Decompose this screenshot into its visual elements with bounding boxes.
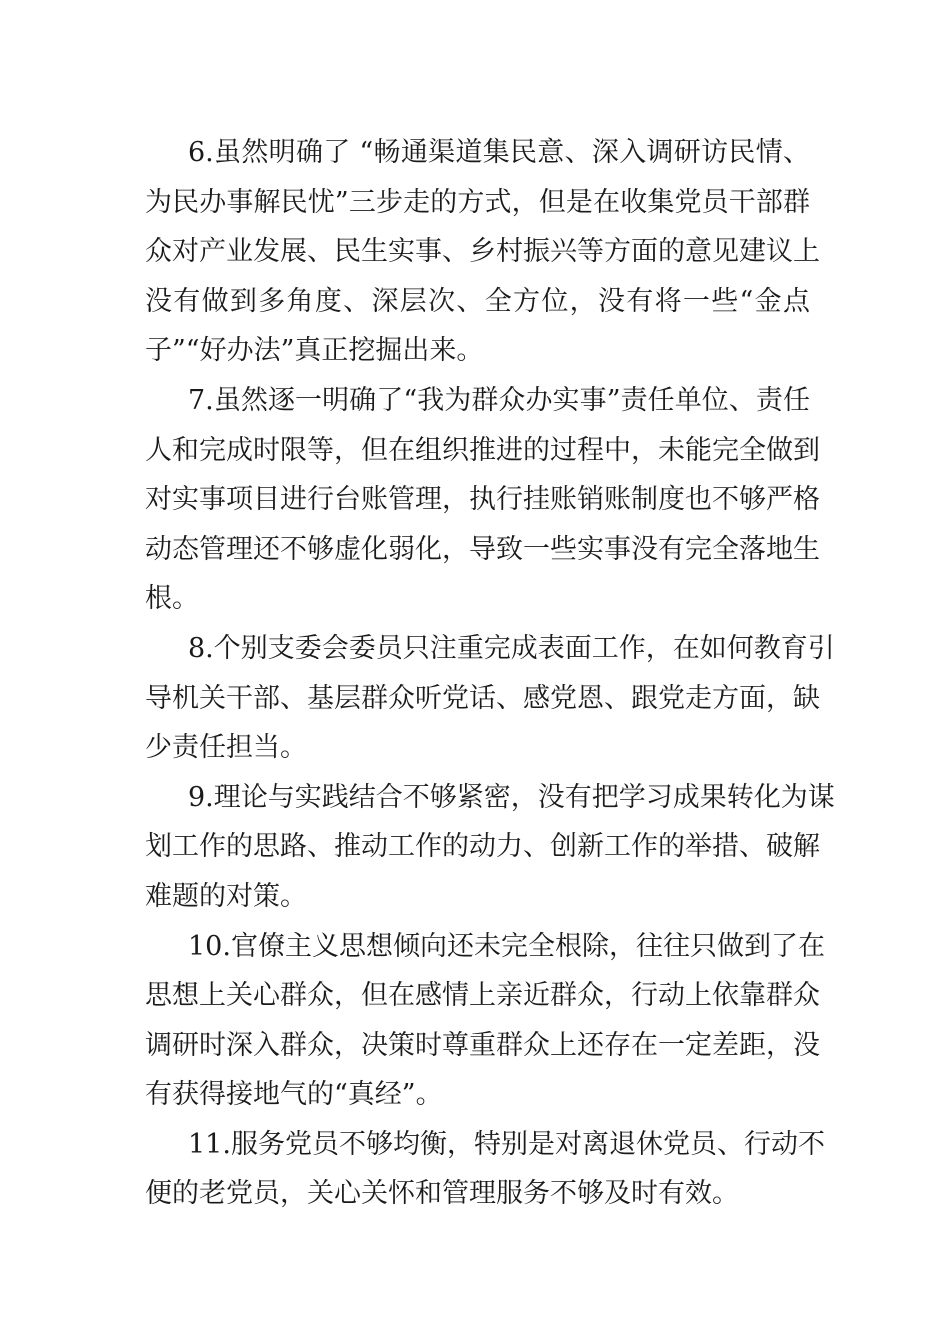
text-line: 动态管理还不够虚化弱化，导致一些实事没有完全落地生: [145, 533, 820, 565]
text-line: 思想上关心群众，但在感情上亲近群众，行动上依靠群众: [145, 980, 820, 1012]
text-line: 便的老党员，关心关怀和管理服务不够及时有效。: [145, 1178, 739, 1210]
text-line: 6.虽然明确了 “畅通渠道集民意、深入调研访民情、: [188, 137, 810, 168]
paragraph-11: [145, 1120, 825, 1219]
text-line: 划工作的思路、推动工作的动力、创新工作的举措、破解: [145, 831, 820, 863]
paragraph-10: [145, 922, 825, 1120]
text-line: 7.虽然逐一明确了“我为群众办实事”责任单位、责任: [188, 384, 810, 416]
text-line: 8.个别支委会委员只注重完成表面工作，在如何教育引: [188, 632, 835, 664]
text-line: 没有做到多角度、深层次、全方位，没有将一些“金点: [145, 285, 810, 317]
text-line: 9.理论与实践结合不够紧密，没有把学习成果转化为谋: [188, 781, 835, 813]
text-line: 调研时深入群众，决策时尊重群众上还存在一定差距，没: [145, 1029, 820, 1061]
text-line: 子”“好办法”真正挖掘出来。: [145, 335, 484, 367]
text-line: 少责任担当。: [145, 732, 307, 764]
paragraph-6: [145, 128, 820, 376]
text-line: 11.服务党员不够均衡，特别是对离退休党员、行动不: [188, 1128, 825, 1160]
paragraph-9: [145, 773, 835, 922]
paragraph-7: [145, 376, 820, 624]
text-line: 众对产业发展、民生实事、乡村振兴等方面的意见建议上: [145, 236, 820, 268]
text-line: 导机关干部、基层群众听党话、感党恩、跟党走方面，缺: [145, 682, 820, 714]
text-line: 有获得接地气的“真经”。: [145, 1079, 443, 1111]
text-line: 10.官僚主义思想倾向还未完全根除，往往只做到了在: [188, 930, 825, 962]
text-line: 根。: [145, 583, 199, 615]
text-line: 难题的对策。: [145, 880, 307, 912]
document-body: [145, 128, 835, 1219]
text-line: 对实事项目进行台账管理，执行挂账销账制度也不够严格: [145, 484, 820, 516]
paragraph-8: [145, 624, 835, 773]
text-line: 人和完成时限等，但在组织推进的过程中，未能完全做到: [145, 434, 820, 466]
text-line: 为民办事解民忧”三步走的方式，但是在收集党员干部群: [145, 186, 810, 218]
